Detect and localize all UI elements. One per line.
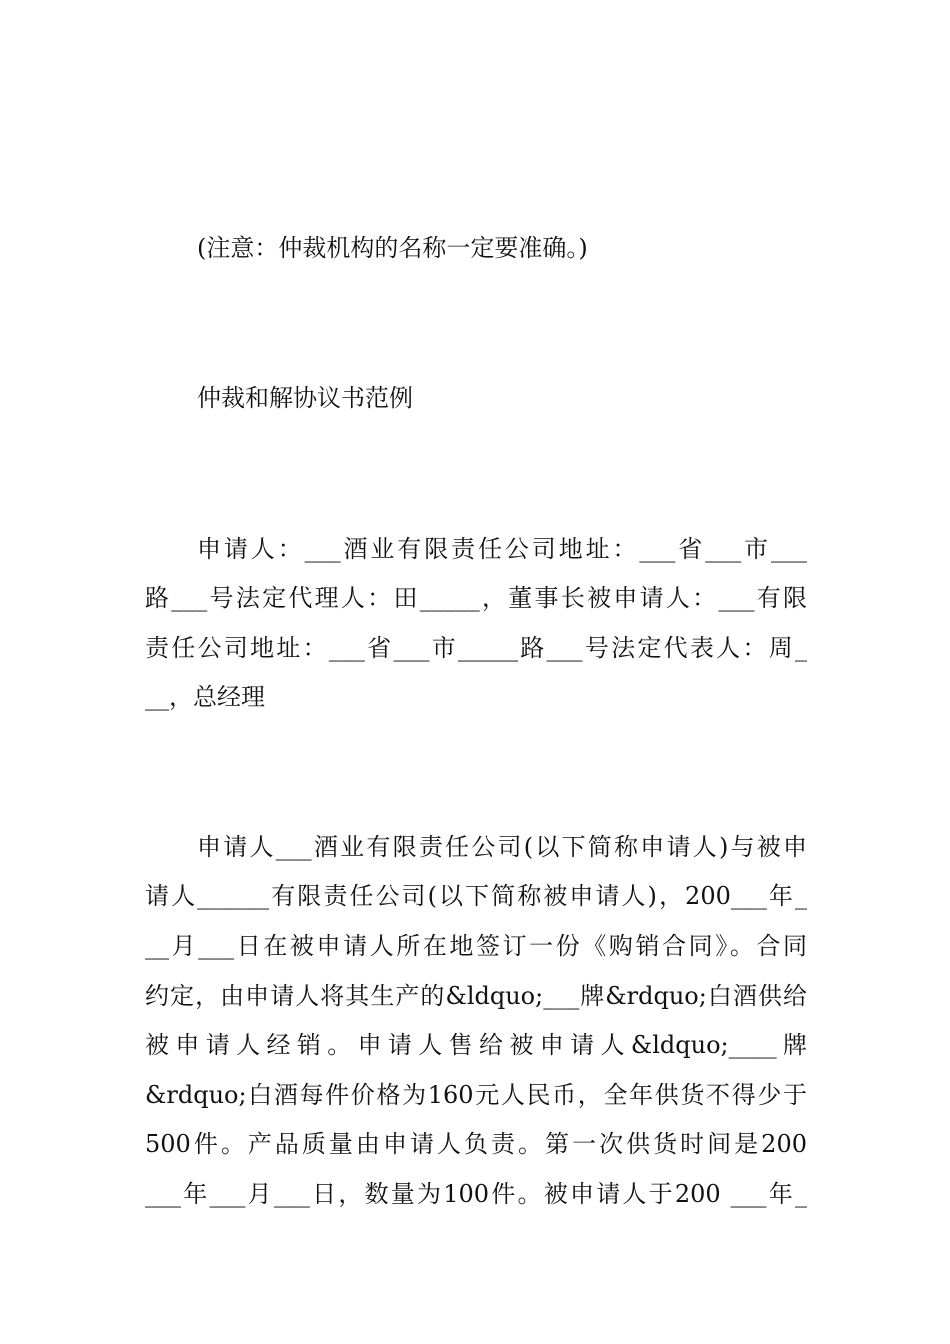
parties-line: 申请人：___酒业有限责任公司地址：___省___市___ [197, 535, 807, 563]
body-line: 请人______有限责任公司(以下简称被申请人)，200___年_ [145, 882, 807, 910]
body-line: &rdquo;白酒每件价格为160元人民币，全年供货不得少于 [145, 1081, 807, 1109]
parties-line: __，总经理 [145, 683, 265, 711]
parties-line: 路___号法定代理人：田_____，董事长被申请人：___有限 [145, 584, 807, 612]
body-line: 申请人___酒业有限责任公司(以下简称申请人)与被申 [197, 833, 807, 861]
body-line: 500件。产品质量由申请人负责。第一次供货时间是200 [145, 1130, 807, 1158]
document-heading: 仲裁和解协议书范例 [197, 384, 413, 412]
note-paragraph: (注意：仲裁机构的名称一定要准确。) [197, 234, 588, 262]
parties-line: 责任公司地址：___省___市_____路___号法定代表人：周_ [145, 634, 807, 662]
body-line: __月___日在被申请人所在地签订一份《购销合同》。合同 [145, 932, 807, 960]
body-line: 被申请人经销。申请人售给被申请人&ldquo;____牌 [145, 1031, 807, 1059]
body-line: 约定，由申请人将其生产的&ldquo;___牌&rdquo;白酒供给 [145, 982, 807, 1010]
body-line: ___年___月___日，数量为100件。被申请人于200 ___年_ [145, 1180, 807, 1208]
